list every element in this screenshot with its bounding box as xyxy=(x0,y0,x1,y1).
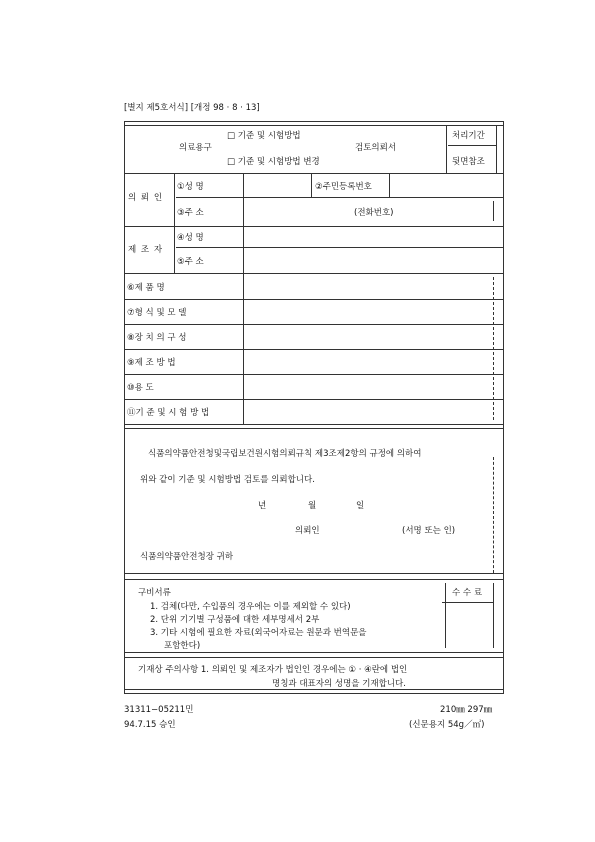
date-day: 일 xyxy=(356,501,365,511)
manufacturer-label-divider xyxy=(243,226,244,273)
sign-note: (서명 또는 인) xyxy=(402,526,456,536)
form-bottom-border xyxy=(124,689,503,690)
applicant-phone-label: (전화번호) xyxy=(354,208,394,218)
period-divider xyxy=(446,125,447,173)
docs-bottom-border xyxy=(124,652,503,653)
applicant-label: 의 뢰 인 xyxy=(128,193,164,203)
field-usage: ⑩용 도 xyxy=(127,383,154,393)
notice-line-1: 기재상 주의사항 1. 의뢰인 및 제조자가 법인인 경우에는 ① · ④란에 법인 xyxy=(138,665,408,675)
date-month: 월 xyxy=(308,501,317,511)
form-top-border xyxy=(124,121,503,122)
manufacturer-divider xyxy=(174,226,175,273)
form-left-border xyxy=(124,121,125,694)
title-option-1[interactable]: □ 기준 및 시험방법 xyxy=(227,131,301,141)
applicant-name-label: ①성 명 xyxy=(177,182,204,192)
title-option-2[interactable]: □ 기준 및 시험방법 변경 xyxy=(227,157,320,167)
declaration-line-1: 식품의약품안전청및국립보건원시험의뢰규칙 제3조제2항의 규정에 의하여 xyxy=(148,449,422,459)
applicant-mid-line xyxy=(176,197,503,198)
applicant-id-divider xyxy=(311,173,312,197)
footer-approval: 94.7.15 승인 xyxy=(124,720,176,730)
field-row-line xyxy=(124,399,503,400)
manufacturer-addr-label: ⑤주 소 xyxy=(177,257,204,267)
field-composition: ⑧장 치 의 구 성 xyxy=(127,333,187,343)
applicant-phone-border xyxy=(493,201,494,221)
notice-line-2: 명칭과 대표자의 성명을 기재합니다. xyxy=(272,679,406,689)
field-right-ticks xyxy=(493,277,494,420)
field-product: ⑥제 품 명 xyxy=(127,283,165,293)
fee-divider xyxy=(445,583,446,648)
footer-code: 31311−05211민 xyxy=(124,705,194,715)
footer-size: 210㎜ 297㎜ xyxy=(440,705,493,715)
applicant-id-label: ②주민등록번호 xyxy=(315,182,372,192)
body-bottom-border-inner xyxy=(124,579,503,580)
period-right-border xyxy=(496,125,497,173)
applicant-id-value-divider xyxy=(389,173,390,197)
field-row-line xyxy=(124,299,503,300)
footer-paper: (신문용지 54g／㎡) xyxy=(409,720,485,730)
docs-item-1: 1. 검체(다만, 수입품의 경우에는 이를 제외할 수 있다) xyxy=(150,602,351,612)
fee-label: 수 수 료 xyxy=(452,588,483,598)
form-bottom-border-outer xyxy=(124,693,503,694)
field-row-line xyxy=(124,324,503,325)
form-header: [별지 제5호서식] [개정 98 · 8 · 13] xyxy=(124,103,260,113)
manufacturer-mid-line xyxy=(176,247,503,248)
docs-item-2: 2. 단위 기기별 구성품에 대한 세부명세서 2부 xyxy=(150,615,320,625)
date-year: 년 xyxy=(258,501,267,511)
declaration-line-2: 위와 같이 기준 및 시험방법 검토를 의뢰합니다. xyxy=(140,475,315,485)
applicant-addr-label: ③주 소 xyxy=(177,208,204,218)
body-bottom-border xyxy=(124,573,503,574)
field-model: ⑦형 식 및 모 델 xyxy=(127,308,187,318)
docs-bottom-border-inner xyxy=(124,657,503,658)
title-bottom-border xyxy=(124,173,503,174)
manufacturer-label: 제 조 자 xyxy=(128,245,164,255)
field-standard: ⑪기 준 및 시 험 방 법 xyxy=(127,408,210,418)
field-label-divider xyxy=(243,273,244,424)
fee-right-border xyxy=(493,583,494,648)
title-left: 의료용구 xyxy=(179,143,212,153)
applicant-label-divider xyxy=(243,173,244,226)
period-label: 처리기간 xyxy=(452,131,485,141)
fields-bottom-border xyxy=(124,424,503,425)
docs-item-3b: 포함한다) xyxy=(164,641,201,651)
docs-item-3a: 3. 기타 시험에 필요한 자료(외국어자료는 원문과 번역문을 xyxy=(150,628,367,638)
form-right-border xyxy=(503,121,504,694)
applicant-bottom-border xyxy=(124,226,503,227)
field-row-line xyxy=(124,349,503,350)
body-right-ticks xyxy=(493,457,494,573)
addressee: 식품의약품안전청장 귀하 xyxy=(140,552,234,562)
field-method: ⑨제 조 방 법 xyxy=(127,358,176,368)
application-form xyxy=(124,121,503,694)
field-row-line xyxy=(124,374,503,375)
title-right: 검토의뢰서 xyxy=(355,143,397,153)
docs-title: 구비서류 xyxy=(138,588,171,598)
manufacturer-bottom-border xyxy=(124,273,503,274)
fields-bottom-border-inner xyxy=(124,428,503,429)
manufacturer-name-label: ④성 명 xyxy=(177,233,204,243)
period-line xyxy=(448,145,496,146)
fee-line xyxy=(442,602,494,603)
applicant-divider xyxy=(174,173,175,226)
period-value: 뒷면참조 xyxy=(452,157,485,167)
signer-label: 의뢰인 xyxy=(295,526,320,536)
